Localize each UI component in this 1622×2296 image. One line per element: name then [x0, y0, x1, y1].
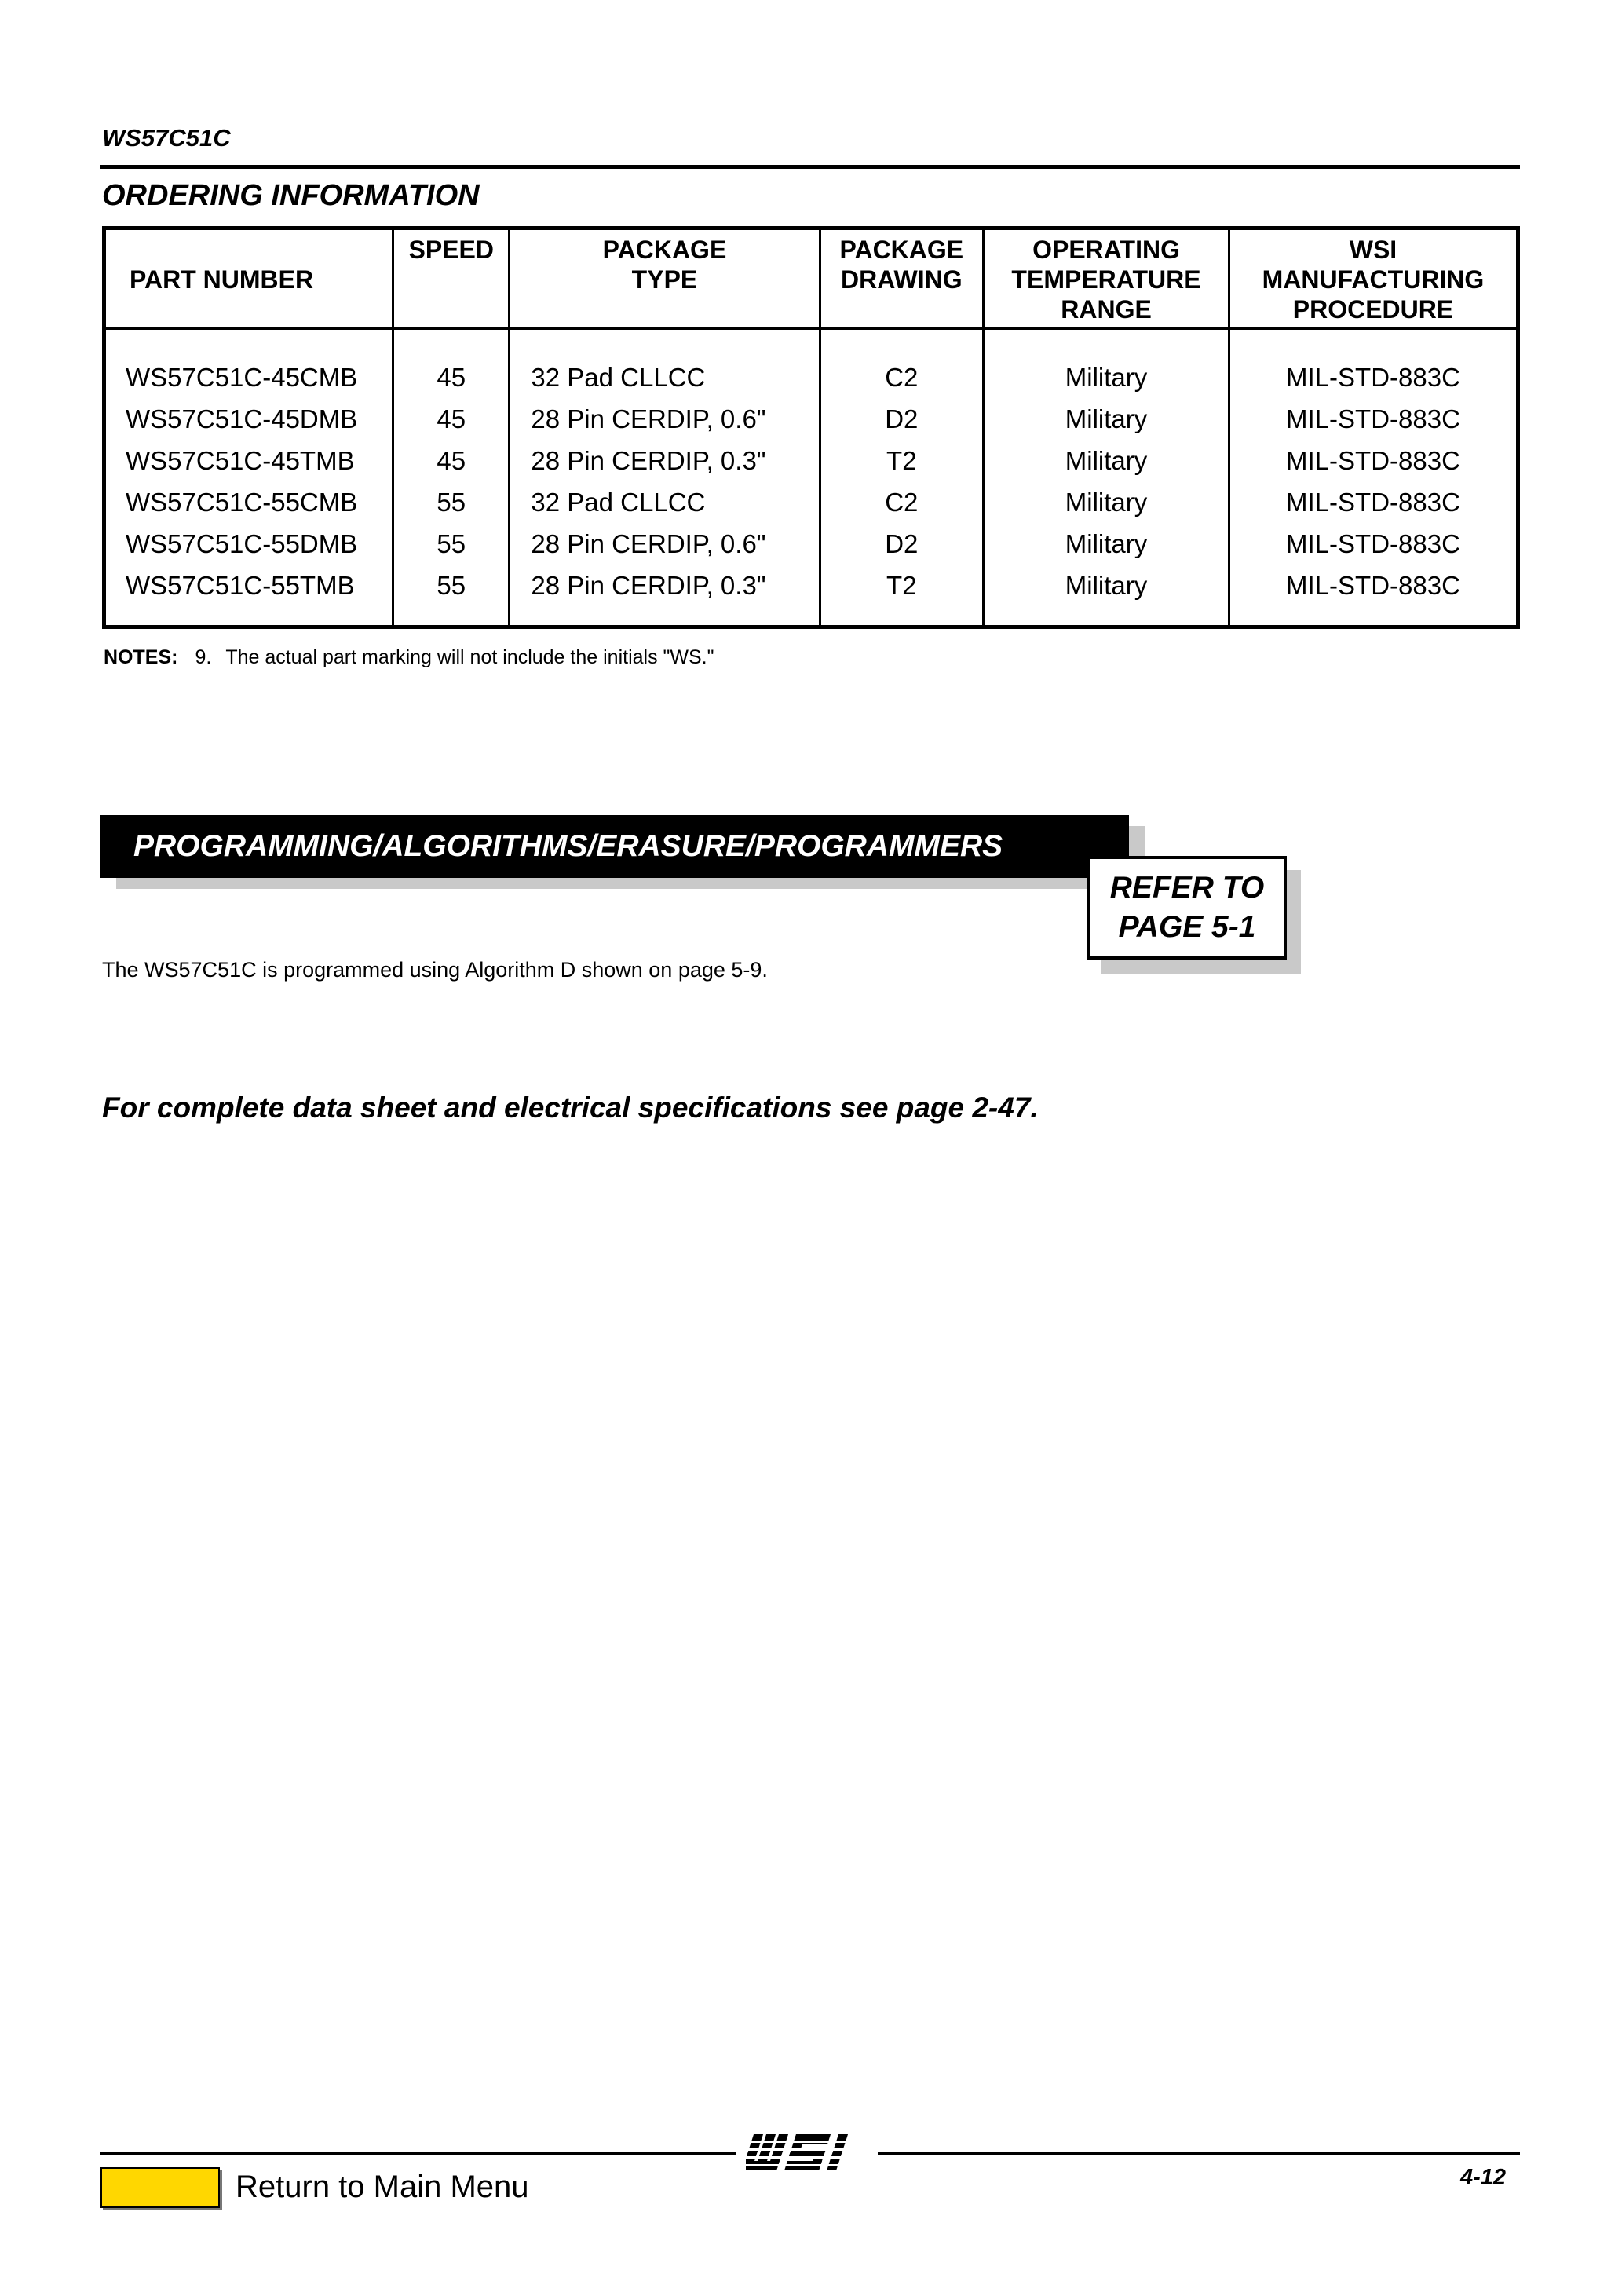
- package-type-cell: 28 Pin CERDIP, 0.6": [510, 398, 820, 440]
- package-type-cell: 32 Pad CLLCC: [510, 481, 820, 523]
- programming-description: The WS57C51C is programmed using Algorithm D shown on page 5-9.: [102, 958, 768, 982]
- package-type-cell: 32 Pad CLLCC: [510, 329, 820, 399]
- footer-rule-left: [100, 2152, 736, 2155]
- part-number-cell: WS57C51C-45DMB: [126, 404, 358, 433]
- temperature-range-cell: Military: [984, 329, 1229, 399]
- procedure-cell: MIL-STD-883C: [1229, 481, 1518, 523]
- package-drawing-cell: T2: [820, 565, 984, 627]
- speed-cell: 55: [393, 523, 510, 565]
- column-header-manufacturing-procedure: WSI MANUFACTURING PROCEDURE: [1229, 229, 1518, 329]
- column-header-speed: SPEED: [393, 229, 510, 329]
- ordering-table: [102, 226, 1520, 629]
- note-number: 9.: [195, 646, 212, 668]
- column-header-package-drawing: PACKAGE DRAWING: [820, 229, 984, 329]
- notes: [104, 646, 714, 669]
- part-number-cell: WS57C51C-45CMB: [126, 363, 358, 392]
- header-rule: [100, 165, 1520, 169]
- package-drawing-cell: T2: [820, 440, 984, 481]
- column-header-part-number: PART NUMBER: [104, 229, 393, 329]
- package-drawing-cell: D2: [820, 523, 984, 565]
- procedure-cell: MIL-STD-883C: [1229, 440, 1518, 481]
- document-header-title: WS57C51C: [102, 124, 231, 152]
- programming-banner: [100, 815, 1129, 878]
- table-row: [104, 329, 1518, 399]
- note-text: The actual part marking will not include the initials "WS.": [225, 646, 714, 668]
- procedure-cell: MIL-STD-883C: [1229, 329, 1518, 399]
- column-header-operating-temperature: OPERATING TEMPERATURE RANGE: [984, 229, 1229, 329]
- package-type-cell: 28 Pin CERDIP, 0.6": [510, 523, 820, 565]
- refer-to-page-link[interactable]: [1087, 856, 1287, 960]
- part-number-cell: WS57C51C-55DMB: [126, 529, 358, 558]
- refer-line-2: PAGE 5-1: [1118, 910, 1256, 944]
- speed-cell: 45: [393, 329, 510, 399]
- return-to-main-menu-link[interactable]: Return to Main Menu: [236, 2170, 529, 2204]
- procedure-cell: MIL-STD-883C: [1229, 565, 1518, 627]
- package-type-cell: 28 Pin CERDIP, 0.3": [510, 565, 820, 627]
- table-row: [104, 398, 1518, 440]
- part-number-cell: WS57C51C-55CMB: [126, 488, 358, 517]
- temperature-range-cell: Military: [984, 398, 1229, 440]
- part-number-cell: WS57C51C-45TMB: [126, 446, 355, 475]
- table-header-row: [104, 229, 1518, 329]
- wsi-logo: [746, 2130, 871, 2175]
- return-to-main-menu-button[interactable]: [100, 2167, 220, 2208]
- ordering-information-title: ORDERING INFORMATION: [102, 179, 480, 212]
- table-row: [104, 523, 1518, 565]
- temperature-range-cell: Military: [984, 440, 1229, 481]
- refer-line-1: REFER TO: [1109, 871, 1265, 905]
- speed-cell: 55: [393, 481, 510, 523]
- temperature-range-cell: Military: [984, 565, 1229, 627]
- table-row: [104, 440, 1518, 481]
- temperature-range-cell: Military: [984, 481, 1229, 523]
- speed-cell: 45: [393, 440, 510, 481]
- package-drawing-cell: C2: [820, 481, 984, 523]
- footer-rule-right: [878, 2152, 1520, 2155]
- package-drawing-cell: C2: [820, 329, 984, 399]
- programming-banner-text: PROGRAMMING/ALGORITHMS/ERASURE/PROGRAMMERS: [133, 829, 1003, 863]
- table-row: [104, 565, 1518, 627]
- part-number-cell: WS57C51C-55TMB: [126, 571, 355, 600]
- temperature-range-cell: Military: [984, 523, 1229, 565]
- procedure-cell: MIL-STD-883C: [1229, 398, 1518, 440]
- table-row: [104, 481, 1518, 523]
- page-number: 4-12: [1460, 2165, 1507, 2190]
- speed-cell: 45: [393, 398, 510, 440]
- package-type-cell: 28 Pin CERDIP, 0.3": [510, 440, 820, 481]
- notes-label: NOTES:: [104, 646, 178, 668]
- package-drawing-cell: D2: [820, 398, 984, 440]
- speed-cell: 55: [393, 565, 510, 627]
- column-header-package-type: PACKAGE TYPE: [510, 229, 820, 329]
- complete-datasheet-link[interactable]: For complete data sheet and electrical specifications see page 2-47.: [102, 1091, 1039, 1124]
- procedure-cell: MIL-STD-883C: [1229, 523, 1518, 565]
